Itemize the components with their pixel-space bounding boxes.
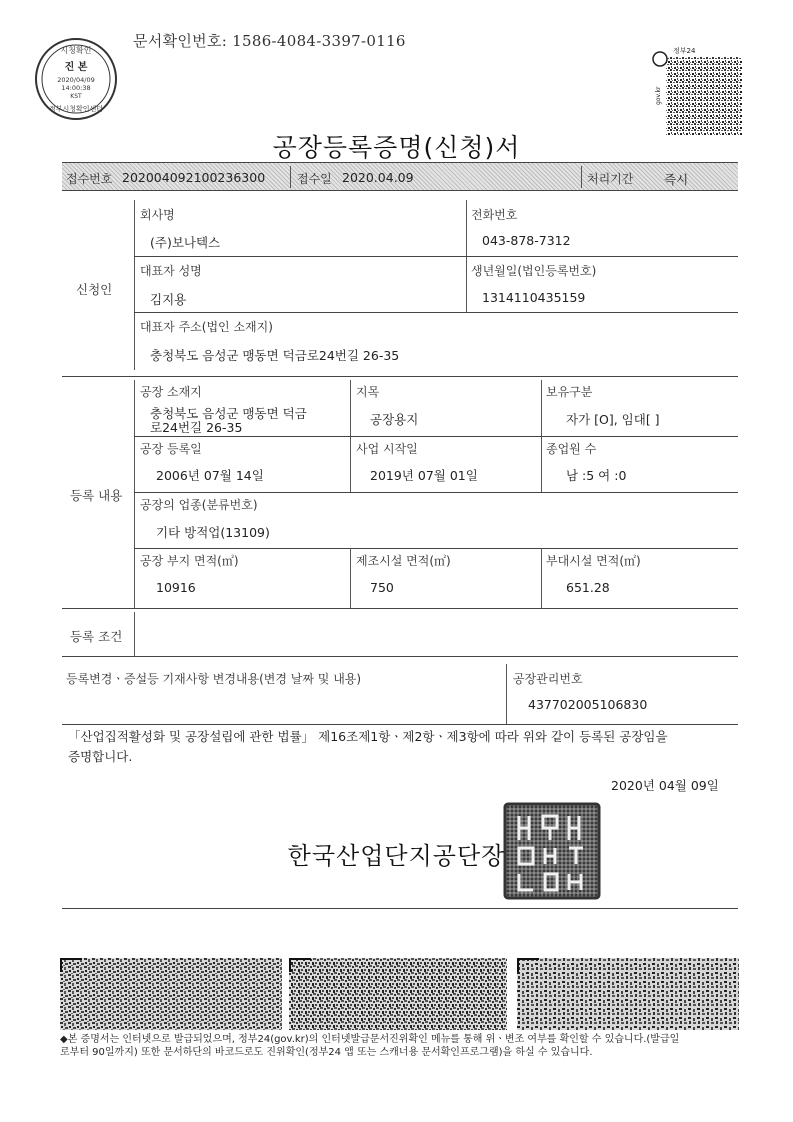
- footer-notice-line2: 로부터 90일까지) 또한 문서하단의 바코드로도 진위확인(정부24 앱 또는 스캐너용 문서확인프로그램)을 하실 수 있습니다.: [60, 1047, 593, 1058]
- manufacturing-area-label: 제조시설 면적(㎡): [356, 554, 451, 568]
- authentication-seal: [34, 37, 118, 121]
- changes-label: 등록변경ㆍ증설등 기재사항 변경내용(변경 날짜 및 내용): [66, 672, 362, 686]
- company-name-value: (주)보나텍스: [150, 235, 221, 250]
- factory-location-value-line1: 충청북도 음성군 맹동면 덕금: [150, 406, 307, 421]
- company-name-label: 회사명: [140, 208, 175, 222]
- receipt-date-label: 접수일: [297, 172, 332, 186]
- seal-date: 2020/04/09: [57, 76, 95, 84]
- qr-domain-text: gov.kr: [655, 86, 662, 105]
- site-area-value: 10916: [156, 580, 196, 595]
- representative-address-label: 대표자 주소(법인 소재지): [140, 320, 273, 334]
- verification-barcode-3: [517, 958, 739, 1030]
- page-title: 공장등록증명(신청)서: [272, 133, 521, 162]
- receipt-date-value: 2020.04.09: [342, 170, 414, 185]
- seal-bottom-text: 정부시청확인센터: [48, 105, 104, 113]
- factory-registration-date-label: 공장 등록일: [140, 442, 202, 456]
- footer-notice-line1: ◆본 증명서는 인터넷으로 발급되었으며, 정부24(gov.kr)의 인터넷발급문서진위확인 메뉴를 통해 위ㆍ변조 여부를 확인할 수 있습니다.(발급일: [60, 1034, 680, 1045]
- ownership-value: 자가 [O], 임대[ ]: [566, 412, 660, 427]
- issue-date: 2020년 04월 09일: [611, 778, 719, 793]
- auxiliary-area-value: 651.28: [566, 580, 610, 595]
- verification-barcode-1: [60, 958, 282, 1030]
- employee-count-value: 남 :5 여 :0: [566, 468, 627, 483]
- business-start-date-label: 사업 시작일: [356, 442, 418, 456]
- seal-time: 14:00:38: [61, 84, 91, 92]
- document-confirmation-number: 문서확인번호: 1586-4084-3397-0116: [133, 32, 406, 50]
- receipt-number-value: 202004092100236300: [122, 170, 266, 185]
- factory-registration-date-value: 2006년 07월 14일: [156, 468, 264, 483]
- site-area-label: 공장 부지 면적(㎡): [140, 554, 239, 568]
- verification-barcode-2: [289, 958, 507, 1030]
- factory-management-number-label: 공장관리번호: [513, 672, 583, 686]
- birth-or-corp-number-value: 1314110435159: [482, 290, 586, 305]
- business-start-date-value: 2019년 07월 01일: [370, 468, 478, 483]
- qr-brand-text: 정부24: [673, 47, 696, 55]
- certification-statement-line1: 「산업집적활성화 및 공장설립에 관한 법률」 제16조제1항ㆍ제2항ㆍ제3항에 따라 위와 같이 등록된 공장임을: [68, 729, 668, 744]
- birth-or-corp-number-label: 생년월일(법인등록번호): [471, 264, 597, 278]
- certification-statement-line2: 증명합니다.: [68, 749, 133, 764]
- land-category-label: 지목: [356, 385, 380, 399]
- auxiliary-area-label: 부대시설 면적(㎡): [546, 554, 641, 568]
- phone-label: 전화번호: [471, 208, 518, 222]
- manufacturing-area-value: 750: [370, 580, 394, 595]
- seal-top-text: 시청확인: [60, 46, 92, 55]
- representative-address-value: 충청북도 음성군 맹동면 덕금로24번길 26-35: [150, 348, 400, 363]
- processing-period-value: 즉시: [664, 172, 689, 187]
- top-qr-code: [652, 45, 744, 137]
- registration-section-label: 등록 내용: [70, 488, 123, 503]
- ownership-label: 보유구분: [546, 385, 593, 399]
- processing-period-label: 처리기간: [587, 172, 634, 186]
- receipt-number-label: 접수번호: [66, 172, 113, 186]
- official-stamp: [503, 802, 601, 900]
- factory-location-label: 공장 소재지: [140, 385, 202, 399]
- representative-name-label: 대표자 성명: [140, 264, 202, 278]
- issuer-name: 한국산업단지공단장: [287, 842, 506, 870]
- employee-count-label: 종업원 수: [546, 442, 597, 456]
- industry-label: 공장의 업종(분류번호): [140, 498, 258, 512]
- applicant-section-label: 신청인: [76, 282, 113, 297]
- registration-conditions-label: 등록 조건: [70, 629, 123, 644]
- factory-management-number-value: 437702005106830: [528, 697, 648, 712]
- representative-name-value: 김지용: [150, 292, 187, 307]
- factory-location-value-line2: 로24번길 26-35: [150, 420, 243, 435]
- phone-value: 043-878-7312: [482, 233, 571, 248]
- seal-zone: KST: [70, 93, 82, 100]
- footer-notice: [60, 1033, 750, 1059]
- seal-center-text: 진 본: [64, 62, 88, 73]
- land-category-value: 공장용지: [370, 412, 419, 427]
- industry-value: 기타 방적업(13109): [156, 525, 270, 540]
